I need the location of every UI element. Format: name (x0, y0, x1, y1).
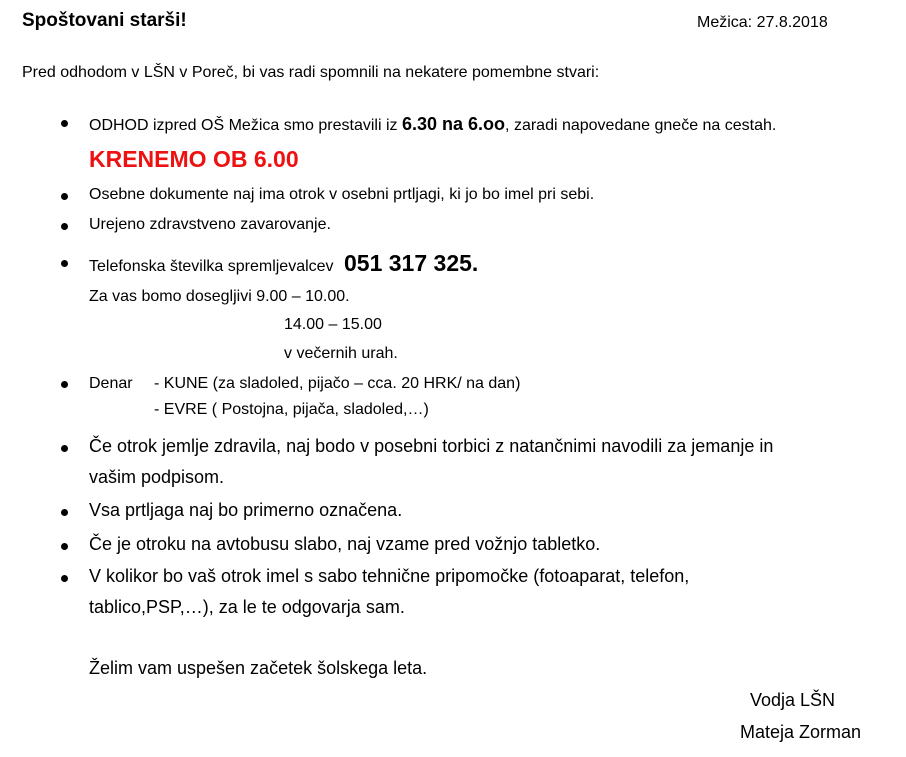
phone-label: Telefonska številka spremljevalcev (89, 258, 338, 275)
bullet-departure (61, 120, 68, 127)
devices-text-line2: tablico,PSP,…), za le te odgovarja sam. (89, 597, 405, 617)
phone-line (89, 250, 478, 277)
money-evre: - EVRE ( Postojna, pijača, sladoled,…) (154, 401, 429, 418)
bullet-luggage (61, 509, 68, 516)
letter-greeting: Spoštovani starši! (22, 10, 187, 31)
letter-date: Mežica: 27.8.2018 (697, 14, 828, 31)
bullet-phone (61, 260, 68, 267)
reachable-time-3: v večernih urah. (284, 345, 398, 362)
insurance-text: Urejeno zdravstveno zavarovanje. (89, 216, 331, 233)
bullet-medicine (61, 445, 68, 452)
money-kune: - KUNE (za sladoled, pijačo – cca. 20 HRK/ na dan) (154, 375, 521, 392)
phone-number: 051 317 325. (344, 250, 479, 276)
money-label: Denar (89, 375, 133, 392)
documents-text: Osebne dokumente naj ima otrok v osebni prtljagi, ki jo bo imel pri sebi. (89, 186, 595, 203)
departure-time-from: 6.30 (401, 114, 438, 134)
bus-text: Če je otroku na avtobusu slabo, naj vzame pred vožnjo tabletko. (89, 534, 601, 554)
closing-text: Želim vam uspešen začetek šolskega leta. (89, 658, 428, 678)
bullet-money (61, 381, 68, 388)
intro-text: Pred odhodom v LŠN v Poreč, bi vas radi spomnili na nekatere pomembne stvari: (22, 64, 600, 81)
reachable-text: Za vas bomo dosegljivi 9.00 – 10.00. (89, 288, 350, 305)
signature-role: Vodja LŠN (750, 690, 836, 710)
bullet-insurance (61, 223, 68, 230)
medicine-text-line2: vašim podpisom. (89, 467, 225, 487)
medicine-text-line1: Če otrok jemlje zdravila, naj bodo v posebni torbici z natančnimi navodili za jemanje in (89, 436, 774, 456)
bullet-bus (61, 543, 68, 550)
devices-text-line1: V kolikor bo vaš otrok imel s sabo tehnične pripomočke (fotoaparat, telefon, (89, 566, 690, 586)
departure-time-to: 6.oo (468, 114, 506, 134)
bullet-documents (61, 193, 68, 200)
reachable-time-2: 14.00 – 15.00 (284, 316, 382, 333)
bullet-devices (61, 575, 68, 582)
luggage-text: Vsa prtljaga naj bo primerno označena. (89, 500, 403, 520)
departure-text: ODHOD izpred OŠ Mežica smo prestavili iz 6.30 na 6.oo, zaradi napovedane gneče na cestah. (89, 114, 777, 134)
signature-name: Mateja Zorman (740, 722, 862, 742)
departure-highlight: KRENEMO OB 6.00 (89, 146, 299, 172)
